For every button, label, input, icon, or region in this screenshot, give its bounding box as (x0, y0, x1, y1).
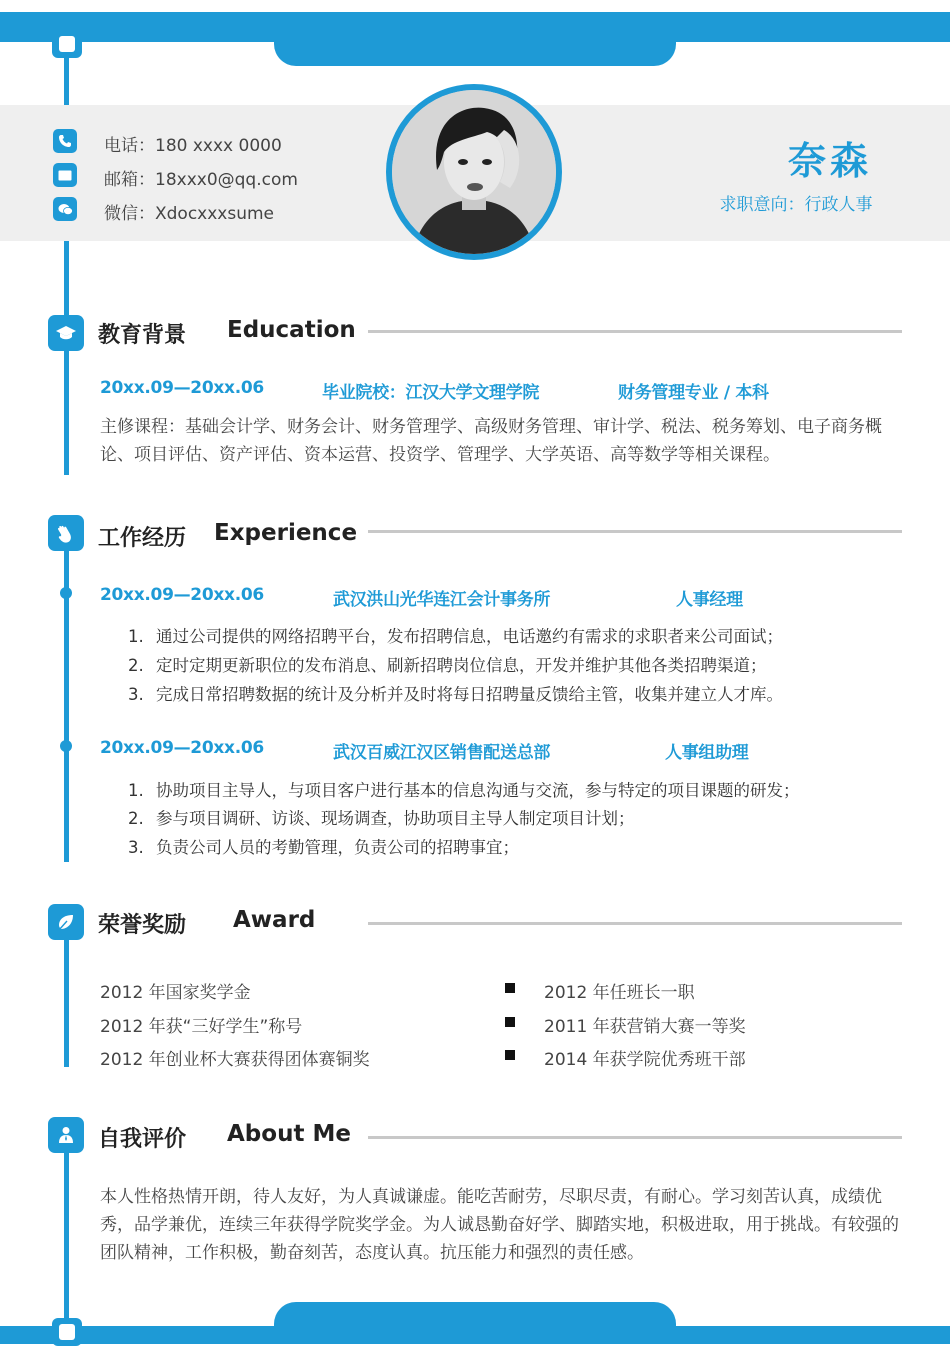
education-school: 毕业院校：江汉大学文理学院 (322, 383, 540, 403)
timeline-line (64, 1135, 69, 1325)
timeline-dot (60, 740, 72, 752)
about-text: 本人性格热情开朗，待人友好，为人真诚谦虚。能吃苦耐劳，尽职尽责，有耐心。学习刻苦认真，成绩优秀，品学兼优，连续三年获得学院奖学金。为人诚恳勤奋好学、脚踏实地，积极进取，用于挑战。有较强的团队精神，工作积极，勤奋刻苦，态度认真。抗压能力和强烈的责任感。 (100, 1187, 899, 1263)
timeline-line (64, 536, 69, 862)
job-period: 20xx.09—20xx.06 (100, 585, 264, 605)
bullet-icon (505, 1017, 515, 1027)
education-courses: 主修课程：基础会计学、财务会计、财务管理学、高级财务管理、审计学、税法、税务筹划、电子商务概论、项目评估、资产评估、资本运营、投资学、管理学、大学英语、高等数学等相关课程。 (100, 417, 882, 465)
top-accent-tab (274, 30, 676, 66)
job-role: 人事组助理 (665, 743, 749, 763)
timeline-bottom-cap (52, 1318, 82, 1346)
section-title-awards: 荣誉奖励 (98, 913, 187, 938)
leaf-icon (48, 904, 84, 940)
section-title-education: 教育背景 (98, 323, 187, 348)
bottom-accent-bar (0, 1326, 950, 1344)
timeline-line (64, 922, 69, 1067)
job-period: 20xx.09—20xx.06 (100, 738, 264, 758)
award-item: 2012 年任班长一职 (544, 983, 695, 1003)
timeline-dot (60, 587, 72, 599)
person-icon (48, 1117, 84, 1153)
avatar (386, 84, 562, 260)
award-item: 2012 年获“三好学生”称号 (100, 1017, 303, 1037)
award-item: 2014 年获学院优秀班干部 (544, 1050, 746, 1070)
award-item: 2012 年国家奖学金 (100, 983, 251, 1003)
job-intent: 求职意向：行政人事 (719, 195, 873, 215)
timeline-line (64, 241, 69, 475)
hand-icon (48, 515, 84, 551)
section-title-experience-en: Experience (214, 520, 358, 546)
section-title-awards-en: Award (233, 907, 316, 933)
job-company: 武汉百威江汉区销售配送总部 (333, 743, 551, 763)
list-item: 2. 定时定期更新职位的发布消息、刷新招聘岗位信息，开发并维护其他各类招聘渠道； (128, 656, 767, 675)
section-title-experience: 工作经历 (98, 526, 187, 551)
mail-icon (53, 163, 77, 187)
education-period: 20xx.09—20xx.06 (100, 378, 264, 398)
award-item: 2011 年获营销大赛一等奖 (544, 1017, 746, 1037)
wechat-text: 微信：Xdocxxxsume (104, 204, 275, 224)
section-title-about-en: About Me (227, 1121, 351, 1147)
award-item: 2012 年创业杯大赛获得团体赛铜奖 (100, 1050, 370, 1070)
avatar-photo (392, 90, 556, 254)
education-major: 财务管理专业 / 本科 (618, 383, 769, 403)
section-divider (368, 530, 902, 533)
section-title-about: 自我评价 (98, 1127, 187, 1152)
list-item: 1. 通过公司提供的网络招聘平台，发布招聘信息，电话邀约有需求的求职者来公司面试； (128, 627, 783, 646)
graduation-cap-icon (48, 315, 84, 351)
phone-icon (53, 129, 77, 153)
list-item: 2. 参与项目调研、访谈、现场调查，协助项目主导人制定项目计划； (128, 809, 635, 828)
list-item: 1. 协助项目主导人，与项目客户进行基本的信息沟通与交流，参与特定的项目课题的研发； (128, 781, 800, 800)
timeline-top-cap (52, 30, 82, 58)
section-divider (368, 1136, 902, 1139)
bullet-icon (505, 983, 515, 993)
timeline-line (64, 50, 69, 105)
section-divider (368, 922, 902, 925)
job-company: 武汉洪山光华连江会计事务所 (333, 590, 551, 610)
phone-text: 电话：180 xxxx 0000 (104, 136, 282, 156)
list-item: 3. 完成日常招聘数据的统计及分析并及时将每日招聘量反馈给主管，收集并建立人才库。 (128, 685, 783, 704)
section-divider (368, 330, 902, 333)
candidate-name: 奈森 (787, 139, 872, 183)
email-text: 邮箱：18xxx0@qq.com (104, 170, 298, 190)
section-title-education-en: Education (227, 317, 356, 343)
list-item: 3. 负责公司人员的考勤管理，负责公司的招聘事宜； (128, 838, 519, 857)
wechat-icon (53, 197, 77, 221)
job-role: 人事经理 (676, 590, 743, 610)
bullet-icon (505, 1050, 515, 1060)
